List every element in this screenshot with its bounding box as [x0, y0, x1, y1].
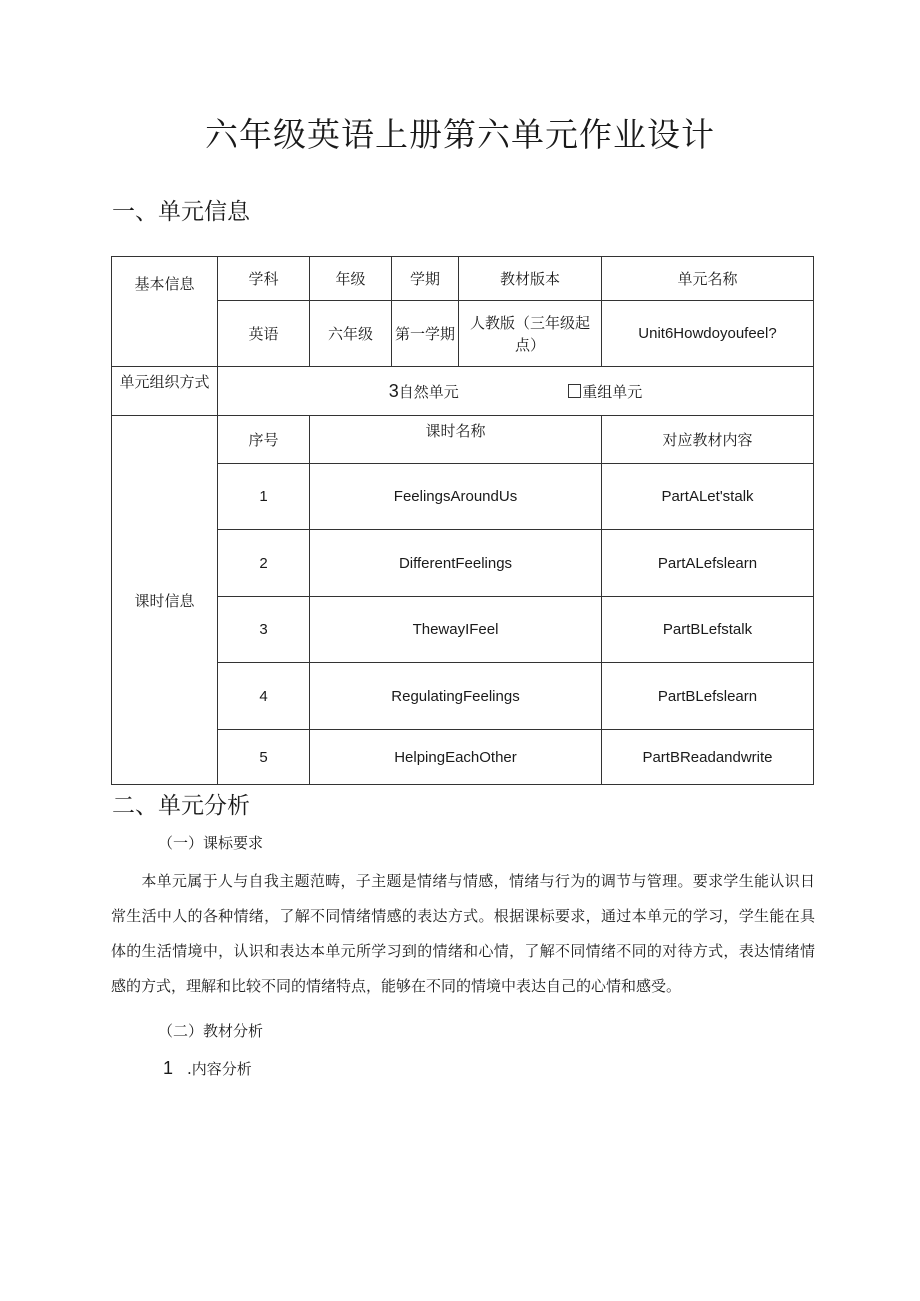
value-subject: 英语 — [218, 301, 310, 367]
lesson-no: 2 — [218, 530, 310, 597]
org-option-regroup-label: 重组单元 — [582, 382, 643, 401]
lesson-name: DifferentFeelings — [310, 530, 602, 597]
lesson-no: 4 — [218, 663, 310, 730]
lesson-no: 3 — [218, 597, 310, 663]
unit-info-table — [111, 256, 814, 785]
lesson-name: HelpingEachOther — [310, 730, 602, 785]
org-method-options — [218, 367, 814, 416]
org-method-label: 单元组织方式 — [112, 367, 218, 416]
lesson-content: PartBLefstalk — [602, 597, 814, 663]
item-number: 1 — [163, 1058, 174, 1078]
lesson-name: RegulatingFeelings — [310, 663, 602, 730]
org-option-natural — [389, 381, 459, 402]
lesson-header-content: 对应教材内容 — [602, 416, 814, 464]
value-grade: 六年级 — [310, 301, 392, 367]
value-term: 第一学期 — [392, 301, 459, 367]
value-textbook: 人教版（三年级起点） — [459, 301, 602, 367]
lesson-name: FeelingsAroundUs — [310, 464, 602, 530]
lesson-content: PartALefslearn — [602, 530, 814, 597]
section-heading-unit-info: 一、单元信息 — [112, 199, 250, 225]
paragraph-text: 本单元属于人与自我主题范畴，子主题是情绪与情感，情绪与行为的调节与管理。要求学生能认识日常生活中人的各种情绪，了解不同情绪情感的表达方式。根据课标要求，通过本单元的学习，学生能在具体的生活情境中，认识和表达本单元所学习到的情绪和心情，了解不同情绪不同的对待方式，表达情绪情感的方式，理解和比较不同的情绪特点，能够在不同的情境中表达自己的心情和感受。 — [111, 872, 815, 995]
lesson-content: PartBLefslearn — [602, 663, 814, 730]
content-analysis-item — [163, 1055, 252, 1082]
subheading-textbook-analysis: （二）教材分析 — [158, 1022, 264, 1040]
value-unit-name: Unit6Howdoyoufeel? — [602, 301, 814, 367]
header-unit-name: 单元名称 — [602, 257, 814, 301]
lesson-content: PartBReadandwrite — [602, 730, 814, 785]
header-term: 学期 — [392, 257, 459, 301]
org-option-regroup — [568, 381, 642, 402]
lesson-content: PartALet'stalk — [602, 464, 814, 530]
lesson-no: 5 — [218, 730, 310, 785]
lesson-no: 1 — [218, 464, 310, 530]
item-label: .内容分析 — [187, 1060, 252, 1078]
section-heading-unit-analysis: 二、单元分析 — [112, 793, 250, 819]
checkbox-icon — [568, 384, 581, 398]
lesson-info-label: 课时信息 — [112, 416, 218, 785]
curriculum-paragraph — [111, 864, 815, 1004]
org-option-natural-label: 自然单元 — [398, 382, 459, 401]
checked-mark: 3 — [388, 380, 399, 401]
header-subject: 学科 — [218, 257, 310, 301]
subheading-curriculum-requirements: （一）课标要求 — [158, 834, 264, 852]
lesson-header-no: 序号 — [218, 416, 310, 464]
header-grade: 年级 — [310, 257, 392, 301]
basic-info-label: 基本信息 — [112, 257, 218, 367]
header-textbook: 教材版本 — [459, 257, 602, 301]
lesson-name: ThewayIFeel — [310, 597, 602, 663]
lesson-header-name: 课时名称 — [310, 416, 602, 464]
document-title: 六年级英语上册第六单元作业设计 — [205, 115, 715, 154]
